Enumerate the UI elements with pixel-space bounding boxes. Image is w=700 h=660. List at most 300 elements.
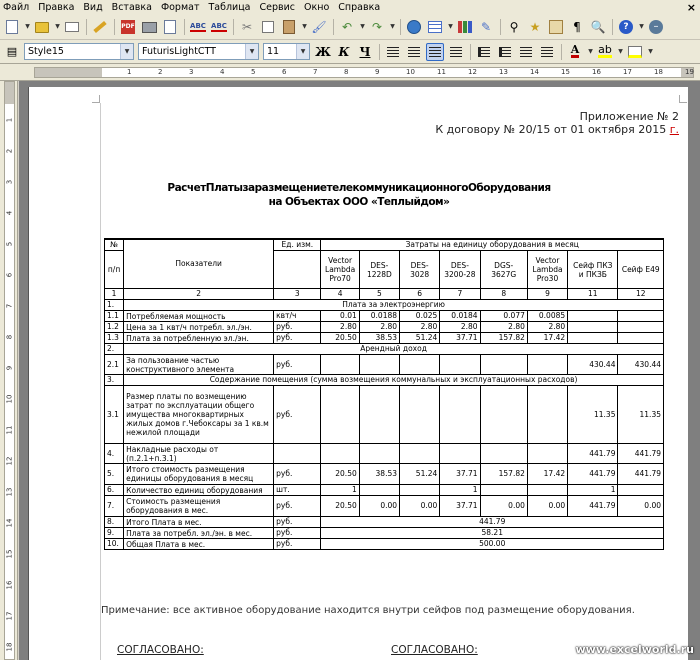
document-page[interactable] [28,87,688,660]
ruler-number: 12 [468,68,477,76]
row-value: 11.35 [568,386,618,444]
redo-button[interactable] [368,18,386,36]
gallery-button[interactable] [526,18,544,36]
paintbrush-icon: 🖌 [311,20,327,34]
payment-calculation-table[interactable] [104,238,664,550]
ruler-number: 1 [5,117,14,123]
row-value [568,333,618,344]
ruler-number: 4 [220,68,225,76]
ruler-number: 18 [654,68,663,76]
row-name: Цена за 1 квт/ч потребл. эл./эн. [124,322,274,333]
agreed-left: СОГЛАСОВАНО: [117,644,204,656]
increase-indent-button[interactable] [538,43,556,61]
numbering-icon [478,47,490,57]
ruler-number: 15 [5,549,14,559]
globe-icon [407,20,421,34]
ruler-number: 9 [375,68,380,76]
increase-indent-icon [541,47,553,57]
new-doc-icon [6,20,18,34]
preview-icon [164,20,176,34]
row-value: 157.82 [480,464,527,485]
document-workarea[interactable] [19,81,700,660]
row-value: 0.0184 [440,311,480,322]
row-value [480,355,527,375]
row-value: 0.01 [321,311,359,322]
font-size-value: 11 [267,46,280,57]
italic-button[interactable] [335,43,353,61]
font-name-combo[interactable] [138,43,259,60]
ruler-number: 5 [5,241,14,247]
row-number: 6. [105,485,124,496]
row-value: 0.00 [527,496,567,517]
row-value: 1 [568,485,618,496]
table-row [105,322,664,333]
help-dropdown-arrow[interactable]: ▼ [639,23,644,30]
text-boundary-corner [92,95,100,103]
row-number: 1.1 [105,311,124,322]
row-value: 20.50 [321,464,359,485]
row-unit: квт/ч [274,311,321,322]
header-unit: Ед. изм. [274,239,321,251]
table-row [105,444,664,464]
menu-bar [0,0,700,15]
autospell-icon: ABC [211,21,227,30]
row-value: 0.00 [480,496,527,517]
equip-header: DES-3200-28 [440,251,480,289]
ruler-number: 4 [5,210,14,216]
appendix-header [435,110,679,136]
folder-icon [35,22,49,33]
row-value [527,485,567,496]
row-name: Стоимость размещения оборудования в мес. [124,496,274,517]
header-indicators: Показатели [124,239,274,289]
row-value [440,444,480,464]
ruler-number: 14 [5,518,14,528]
row-unit: руб. [274,333,321,344]
row-total: 58.21 [321,528,664,539]
font-name-value: FuturisLightCTT [142,46,216,57]
row-value: 2.80 [400,322,440,333]
standard-toolbar [0,15,700,40]
row-name: Плата за потребл. эл./эн. в мес. [124,528,274,539]
row-unit: руб. [274,355,321,375]
ruler-number: 17 [5,611,14,621]
menu-help[interactable]: Справка [338,2,381,13]
ruler-number: 13 [5,487,14,497]
row-value: 2.80 [321,322,359,333]
row-value: 51.24 [400,333,440,344]
toolbar-options-button[interactable] [647,18,665,36]
row-number: 8. [105,517,124,528]
note-text: Примечание: все активное оборудование находится внутри сейфов под размещение оборудования. [101,605,635,616]
spellcheck-button[interactable] [189,18,207,36]
paste-button[interactable] [280,18,298,36]
font-color-icon: A [570,43,580,57]
row-value: 1 [321,485,359,496]
chevron-down-icon[interactable]: ▼ [245,44,258,59]
ruler-number: 17 [623,68,632,76]
table-row [105,333,664,344]
equip-header: DGS-3627G [480,251,527,289]
bullets-button[interactable] [496,43,514,61]
row-unit: руб. [274,464,321,485]
row-name: Итого Плата в мес. [124,517,274,528]
align-center-icon [408,47,420,57]
spellcheck-icon: ABC [190,21,206,30]
menu-view[interactable]: Вид [83,2,103,13]
row-value: 0.077 [480,311,527,322]
ruler-number: 7 [5,303,14,309]
vertical-ruler[interactable] [0,81,18,660]
table-row [105,485,664,496]
ruler-number: 12 [5,456,14,466]
justify-button[interactable] [447,43,465,61]
paragraph-style-value: Style15 [28,46,64,57]
section-row: 3. Содержание помещения (сумма возмещения коммунальных и эксплуатационных расходов) [105,375,664,386]
row-value [527,444,567,464]
row-value [359,386,399,444]
highlight-icon: ab [598,43,612,57]
font-size-combo[interactable] [263,43,310,60]
open-dropdown-arrow[interactable]: ▼ [55,23,60,30]
open-button[interactable] [33,18,51,36]
row-value [527,386,567,444]
zoom-button[interactable] [589,18,607,36]
title-line2: на Объектах ООО «Теплыйдом» [268,196,450,208]
paragraph-style-combo[interactable] [24,43,134,60]
vertical-ruler-strip [4,81,15,660]
redo-dropdown-arrow[interactable]: ▼ [390,23,395,30]
row-value [400,386,440,444]
row-value: 1 [440,485,480,496]
ruler-number: 16 [5,580,14,590]
menu-format[interactable]: Формат [160,2,200,13]
ruler-number: 8 [5,334,14,340]
row-value: 430.44 [618,355,664,375]
ruler-number: 9 [5,365,14,371]
star-icon: ★ [529,20,541,34]
zoom-icon: 🔍 [590,20,606,34]
bullets-icon [499,47,511,57]
header-unit-empty [274,251,321,289]
row-value [618,333,664,344]
copy-button[interactable] [259,18,277,36]
row-value [400,444,440,464]
insert-table-button[interactable] [426,18,444,36]
row-value [359,444,399,464]
pilcrow-icon: ¶ [573,20,581,34]
menu-insert[interactable]: Вставка [111,2,152,13]
row-value [568,322,618,333]
row-value [321,386,359,444]
italic-icon: К [338,44,350,59]
format-paintbrush-button[interactable] [310,18,328,36]
section-title: Плата за электроэнергию [124,300,664,311]
equip-header: Vector Lambda Pro70 [321,251,359,289]
clipboard-icon [283,20,295,34]
redo-icon: ↷ [371,20,383,34]
background-color-button[interactable] [626,43,644,61]
ruler-number: 15 [561,68,570,76]
row-value: 37.71 [440,496,480,517]
row-value [359,355,399,375]
menu-tools[interactable]: Сервис [259,2,296,13]
row-name: Общая Плата в мес. [124,539,274,550]
undo-dropdown-arrow[interactable]: ▼ [360,23,365,30]
ruler-number: 11 [437,68,446,76]
chevron-down-icon[interactable]: ▼ [120,44,133,59]
row-value: 441.79 [618,444,664,464]
pdf-icon: PDF [121,20,135,34]
align-center-button[interactable] [405,43,423,61]
row-value [618,485,664,496]
ruler-number: 13 [499,68,508,76]
styles-button[interactable] [3,43,21,61]
row-unit: руб. [274,386,321,444]
paste-dropdown-arrow[interactable]: ▼ [302,23,307,30]
find-replace-button[interactable] [505,18,523,36]
ruler-number: 8 [344,68,349,76]
row-number: 1.3 [105,333,124,344]
appendix-line2: К договору № 20/15 от 01 октября 2015 г. [435,123,679,136]
row-value: 441.79 [618,464,664,485]
site-watermark: www.excelworld.ru [575,643,694,656]
edit-mode-button[interactable] [91,18,109,36]
close-document-button[interactable]: × [686,1,696,14]
table-row [105,311,664,322]
row-unit [274,444,321,464]
highlight-button[interactable] [596,43,614,61]
table-dropdown-arrow[interactable]: ▼ [448,23,453,30]
equip-header: Сейф ПКЗ и ПКЗБ [568,251,618,289]
menu-table[interactable]: Таблица [208,2,251,13]
menu-window[interactable]: Окно [304,2,330,13]
help-icon: ? [619,20,633,34]
row-value: 0.00 [618,496,664,517]
text-boundary-corner [679,95,687,103]
equip-header: DES-3028 [400,251,440,289]
table-row [105,496,664,517]
styles-icon: ▤ [6,45,18,58]
section-title: Содержание помещения (сумма возмещения коммунальных и эксплуатационных расходов) [124,375,664,386]
row-value: 38.53 [359,464,399,485]
new-document-button[interactable] [3,18,21,36]
bold-icon: Ж [315,44,331,59]
ruler-number: 3 [5,179,14,185]
row-value [440,386,480,444]
print-button[interactable] [140,18,158,36]
row-value: 0.0188 [359,311,399,322]
row-value: 0.0085 [527,311,567,322]
hyperlink-button[interactable] [405,18,423,36]
table-row [105,539,664,550]
header-number: № [105,239,124,251]
row-unit: руб. [274,528,321,539]
scissors-icon: ✂ [241,20,253,34]
row-unit: руб. [274,517,321,528]
ruler-number: 2 [158,68,163,76]
ruler-number: 19 [685,68,694,76]
row-total: 500.00 [321,539,664,550]
print-preview-button[interactable] [161,18,179,36]
row-unit: руб. [274,539,321,550]
row-value: 430.44 [568,355,618,375]
row-value: 441.79 [568,464,618,485]
row-value [359,485,399,496]
row-value: 38.53 [359,333,399,344]
autospell-button[interactable] [210,18,228,36]
row-value [480,444,527,464]
row-value: 2.80 [480,322,527,333]
row-number: 2.1 [105,355,124,375]
copy-icon [262,21,274,33]
pencil-icon [93,21,106,33]
row-name: Плата за потребленную эл./эн. [124,333,274,344]
insert-chart-button[interactable] [456,18,474,36]
undo-button[interactable] [338,18,356,36]
options-icon: – [649,20,663,34]
new-dropdown-arrow[interactable]: ▼ [25,23,30,30]
export-pdf-button[interactable] [119,18,137,36]
row-number: 1.2 [105,322,124,333]
ruler-number: 1 [127,68,132,76]
mail-icon [65,22,79,32]
row-value: 2.80 [440,322,480,333]
email-button[interactable] [63,18,81,36]
row-number: 3.1 [105,386,124,444]
row-value: 0.00 [359,496,399,517]
background-color-icon [628,46,642,58]
equip-header: Сейф Е49 [618,251,664,289]
appendix-line1: Приложение № 2 [579,110,679,123]
table-row [105,464,664,485]
row-value: 37.71 [440,464,480,485]
ruler-number: 16 [592,68,601,76]
row-value: 441.79 [568,444,618,464]
row-value: 11.35 [618,386,664,444]
decrease-indent-button[interactable] [517,43,535,61]
header-pp: п/п [105,251,124,289]
cut-button[interactable] [238,18,256,36]
underline-icon: Ч [359,44,371,59]
row-name: Итого стоимость размещения единицы оборудования в месяц [124,464,274,485]
binoculars-icon: ⚲ [509,20,519,34]
navigator-button[interactable] [547,18,565,36]
row-value [618,322,664,333]
row-value [321,355,359,375]
row-number: 10. [105,539,124,550]
section-row: 2. Арендный доход [105,344,664,355]
title-line1: РасчетПлатызаразмещениетелекоммуникационногоОборудования [167,182,551,194]
bold-button[interactable] [314,43,332,61]
align-right-icon [429,47,441,57]
row-value: 17.42 [527,464,567,485]
row-value [480,386,527,444]
help-button[interactable] [617,18,635,36]
ruler-number: 10 [406,68,415,76]
font-color-dropdown-arrow[interactable]: ▼ [588,47,593,55]
ruler-number: 6 [5,272,14,278]
menu-edit[interactable]: Правка [38,2,75,13]
ruler-number: 2 [5,148,14,154]
align-left-icon [387,47,399,57]
ruler-number: 3 [189,68,194,76]
menu-file[interactable]: Файл [3,2,30,13]
row-unit: руб. [274,322,321,333]
header-costs: Затраты на единицу оборудования в месяц [321,239,664,251]
row-name: Накладные расходы от (п.2.1+п.3.1) [124,444,274,464]
ruler-number: 5 [251,68,256,76]
row-value: 0.00 [400,496,440,517]
equip-header: DES-1228D [359,251,399,289]
table-icon [428,21,442,33]
table-row [105,355,664,375]
row-number: 5. [105,464,124,485]
row-unit: руб. [274,496,321,517]
table-row [105,528,664,539]
numbering-button[interactable] [475,43,493,61]
row-value: 2.80 [527,322,567,333]
horizontal-ruler[interactable] [0,64,700,81]
formatting-toolbar [0,40,700,64]
ruler-number: 11 [5,425,14,435]
row-value: 37.71 [440,333,480,344]
row-name: За пользование частью конструктивного элемента [124,355,274,375]
row-total: 441.79 [321,517,664,528]
row-value: 2.80 [359,322,399,333]
chevron-down-icon[interactable]: ▼ [296,44,309,59]
row-value: 20.50 [321,496,359,517]
ruler-number: 10 [5,394,14,404]
row-name: Потребляемая мощность [124,311,274,322]
row-number: 4. [105,444,124,464]
horizontal-ruler-strip [34,67,694,78]
printer-icon [142,22,157,33]
font-color-button[interactable] [566,43,584,61]
highlight-dropdown-arrow[interactable]: ▼ [618,47,623,55]
row-value: 20.50 [321,333,359,344]
nonprinting-chars-button[interactable] [568,18,586,36]
row-value: 51.24 [400,464,440,485]
row-value: 157.82 [480,333,527,344]
background-dropdown-arrow[interactable]: ▼ [648,47,653,55]
section-row: 1. Плата за электроэнергию [105,300,664,311]
equip-header: Vector Lambda Pro30 [527,251,567,289]
row-value: 17.42 [527,333,567,344]
document-title [29,181,689,209]
align-right-button[interactable] [426,43,444,61]
ruler-number: 6 [282,68,287,76]
align-left-button[interactable] [384,43,402,61]
table-row [105,386,664,444]
row-name: Количество единиц оборудования [124,485,274,496]
row-name: Размер платы по возмещению затрат по эксплуатации общего имущества многоквартирных жилых домов г.Чебоксары за 1 кв.м нежилой площади [124,386,274,444]
justify-icon [450,47,462,57]
underline-button[interactable] [356,43,374,61]
chart-icon [458,21,472,33]
ruler-number: 14 [530,68,539,76]
navigator-icon [549,20,563,34]
row-value: 0.025 [400,311,440,322]
column-number-row: 1 2 3 4 5 6 7 8 9 11 12 [105,289,664,300]
section-title: Арендный доход [124,344,664,355]
row-value [618,311,664,322]
row-number: 9. [105,528,124,539]
row-value [527,355,567,375]
draw-functions-button[interactable] [477,18,495,36]
agreed-right: СОГЛАСОВАНО: [391,644,478,656]
undo-icon: ↶ [341,20,353,34]
